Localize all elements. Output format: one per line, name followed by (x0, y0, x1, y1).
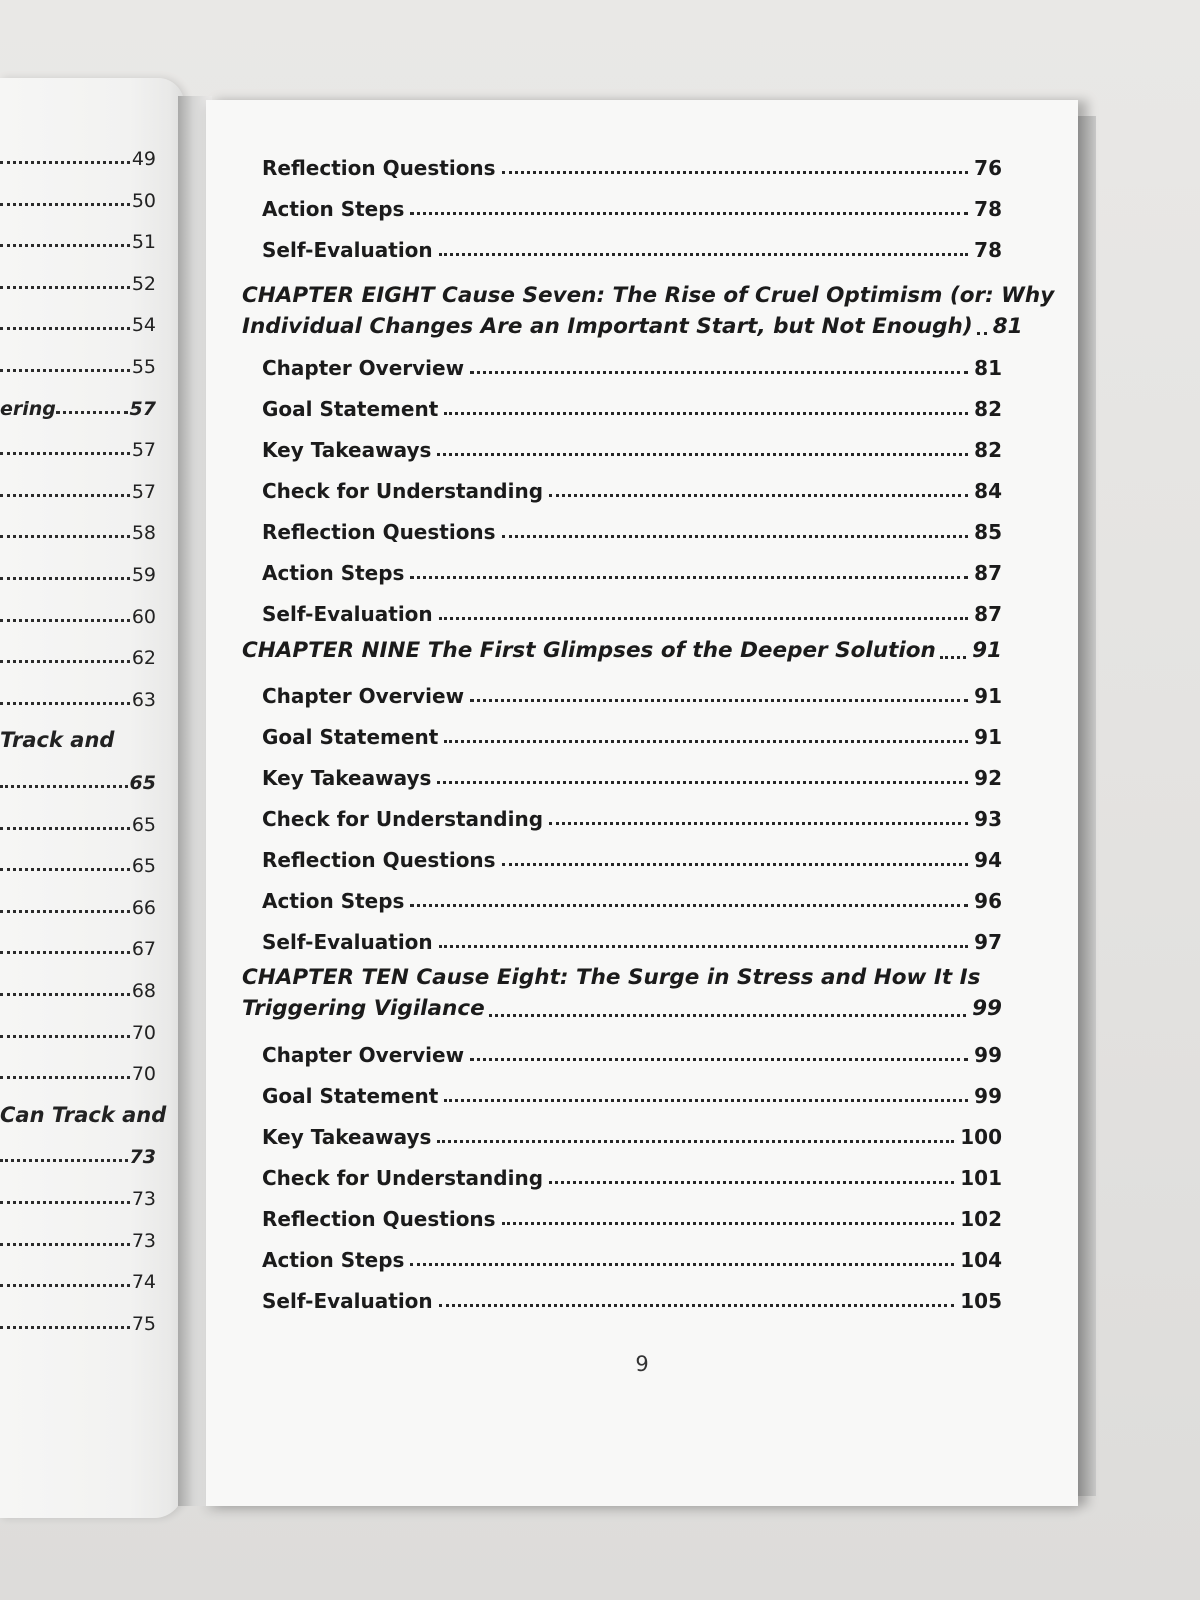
toc-entry[interactable] (262, 1119, 1002, 1149)
toc-entry[interactable] (262, 232, 1002, 262)
left-toc-page: 51 (131, 231, 156, 254)
left-toc-line (0, 1182, 156, 1210)
toc-entry-page: 84 (974, 479, 1002, 503)
left-toc-line (0, 516, 156, 544)
leader-dots (470, 699, 968, 702)
left-toc-line (0, 433, 156, 461)
toc-entry-page: 82 (974, 397, 1002, 421)
toc-entry-title: Check for Understanding (262, 807, 544, 831)
left-toc-line (0, 766, 156, 794)
toc-entry-page: 85 (974, 520, 1002, 544)
leader-dots (0, 369, 130, 372)
toc-entry-title: Goal Statement (262, 397, 439, 421)
leader-dots (940, 656, 966, 659)
leader-dots (977, 332, 987, 335)
leader-dots (0, 1159, 128, 1162)
toc-entry-title: Key Takeaways (262, 1125, 432, 1149)
toc-entry-page: 102 (960, 1207, 1002, 1231)
page-number: 9 (635, 1352, 649, 1376)
left-toc-page: 62 (131, 647, 156, 670)
toc-entry-page: 78 (974, 238, 1002, 262)
left-toc-page: 65 (129, 772, 156, 794)
left-toc-page: 57 (131, 439, 156, 462)
leader-dots (502, 863, 969, 866)
toc-entry-page: 94 (974, 848, 1002, 872)
leader-dots (0, 910, 130, 913)
leader-dots (0, 702, 130, 705)
left-toc-page: 49 (131, 148, 156, 170)
toc-entry-page: 96 (974, 889, 1002, 913)
toc-entry[interactable] (262, 350, 1002, 380)
chapter-page: 81 (992, 314, 1023, 339)
left-toc-page: 65 (131, 813, 156, 836)
left-toc-line (0, 392, 156, 420)
left-toc-page: 57 (129, 397, 156, 420)
leader-dots (444, 1099, 968, 1102)
chapter-heading-eight[interactable] (242, 280, 1055, 342)
leader-dots (502, 535, 969, 538)
toc-entry-page: 100 (960, 1125, 1002, 1149)
leader-dots (0, 286, 130, 289)
leader-dots (549, 822, 968, 825)
left-toc-line (0, 849, 156, 877)
leader-dots (410, 1263, 954, 1266)
leader-dots (410, 576, 968, 579)
left-toc-line (0, 142, 156, 170)
toc-entry[interactable] (262, 924, 1002, 954)
chapter-title-line2: Individual Changes Are an Important Start, but Not Enough) (242, 314, 973, 339)
left-toc-line (0, 558, 156, 586)
left-toc-line (0, 1307, 156, 1335)
left-toc-page: 60 (131, 605, 156, 628)
toc-entry-page: 104 (960, 1248, 1002, 1272)
left-toc-page: 50 (131, 189, 156, 212)
left-toc-line (0, 724, 156, 752)
leader-dots (437, 1140, 954, 1143)
leader-dots (0, 577, 130, 580)
toc-entry[interactable] (262, 678, 1002, 708)
toc-entry[interactable] (262, 432, 1002, 462)
leader-dots (549, 494, 968, 497)
toc-entry[interactable] (262, 1037, 1002, 1067)
left-toc-line (0, 350, 156, 378)
toc-entry-title: Chapter Overview (262, 1043, 465, 1067)
toc-entry-page: 91 (974, 684, 1002, 708)
toc-entry[interactable] (262, 555, 1002, 585)
leader-dots (437, 453, 968, 456)
chapter-title-line1: CHAPTER NINE The First Glimpses of the Deeper Solution (242, 638, 936, 663)
toc-entry-page: 92 (974, 766, 1002, 790)
toc-entry-title: Reflection Questions (262, 1207, 496, 1231)
leader-dots (0, 619, 130, 622)
left-toc-page: 73 (131, 1229, 156, 1252)
leader-dots (470, 1058, 968, 1061)
right-page (206, 100, 1078, 1506)
toc-entry[interactable] (262, 150, 1002, 180)
toc-entry-title: Self-Evaluation (262, 1289, 433, 1313)
toc-entry[interactable] (262, 719, 1002, 749)
toc-entry-title: Check for Understanding (262, 479, 544, 503)
leader-dots (549, 1181, 954, 1184)
leader-dots (437, 781, 968, 784)
toc-entry-title: Action Steps (262, 889, 405, 913)
left-toc-line (0, 308, 156, 336)
left-toc-line (0, 1016, 156, 1044)
toc-entry-title: Goal Statement (262, 1084, 439, 1108)
leader-dots (502, 1222, 955, 1225)
toc-entry-page: 82 (974, 438, 1002, 462)
left-toc-page: 75 (131, 1312, 156, 1335)
left-toc-page: 74 (131, 1271, 156, 1294)
toc-entry-title: Action Steps (262, 1248, 405, 1272)
left-toc-page: 70 (131, 1021, 156, 1044)
left-toc-line (0, 1265, 156, 1293)
toc-entry[interactable] (262, 1160, 1002, 1190)
left-toc-line (0, 641, 156, 669)
leader-dots (0, 785, 128, 788)
toc-entry-page: 99 (974, 1043, 1002, 1067)
left-toc-text: Track and (0, 728, 115, 753)
toc-entry[interactable] (262, 1242, 1002, 1272)
toc-entry-title: Action Steps (262, 197, 405, 221)
left-toc-line (0, 683, 156, 711)
left-toc-page: 70 (131, 1063, 156, 1086)
toc-entry-page: 99 (974, 1084, 1002, 1108)
left-toc-page: 55 (131, 356, 156, 378)
leader-dots (0, 161, 130, 164)
left-toc-line (0, 1140, 156, 1168)
toc-entry[interactable] (262, 1283, 1002, 1313)
left-page (0, 78, 184, 1518)
leader-dots (439, 253, 969, 256)
toc-entry-title: Self-Evaluation (262, 602, 433, 626)
left-toc-line (0, 1057, 156, 1085)
toc-entry-title: Chapter Overview (262, 356, 465, 380)
toc-entry[interactable] (262, 191, 1002, 221)
leader-dots (0, 1035, 130, 1038)
left-toc-line (0, 808, 156, 836)
left-toc-line (0, 225, 156, 253)
left-toc-page: 67 (131, 938, 156, 961)
leader-dots (0, 951, 130, 954)
toc-entry[interactable] (262, 842, 1002, 872)
chapter-title-line1: CHAPTER TEN Cause Eight: The Surge in Stress and How It Is (242, 965, 981, 990)
leader-dots (502, 171, 969, 174)
toc-entry-title: Self-Evaluation (262, 930, 433, 954)
leader-dots (56, 411, 128, 414)
left-toc-line (0, 600, 156, 628)
left-toc-page: 65 (131, 855, 156, 878)
toc-entry-page: 81 (974, 356, 1002, 380)
left-toc-line (0, 1224, 156, 1252)
left-toc-page: 54 (131, 314, 156, 337)
toc-entry-page: 76 (974, 156, 1002, 180)
left-toc-page: 66 (131, 896, 156, 919)
left-toc-page: 68 (131, 980, 156, 1002)
toc-entry-title: Goal Statement (262, 725, 439, 749)
leader-dots (410, 904, 968, 907)
toc-entry[interactable] (262, 473, 1002, 503)
toc-entry-title: Check for Understanding (262, 1166, 544, 1190)
leader-dots (0, 1201, 130, 1204)
left-toc-line (0, 932, 156, 960)
toc-entry[interactable] (262, 801, 1002, 831)
chapter-page: 91 (972, 638, 1002, 663)
left-toc-page: 59 (131, 564, 156, 586)
leader-dots (0, 535, 130, 538)
toc-entry[interactable] (262, 391, 1002, 421)
toc-entry-title: Chapter Overview (262, 684, 465, 708)
leader-dots (444, 412, 968, 415)
toc-entry[interactable] (262, 596, 1002, 626)
leader-dots (0, 452, 130, 455)
left-toc-line (0, 974, 156, 1002)
left-toc-line (0, 1099, 167, 1127)
left-toc-page: 73 (131, 1188, 156, 1210)
leader-dots (0, 993, 130, 996)
left-toc-line (0, 184, 156, 212)
left-toc-page: 52 (131, 272, 156, 295)
leader-dots (410, 212, 968, 215)
left-toc-line (0, 267, 156, 295)
chapter-heading-nine[interactable] (242, 635, 1002, 666)
toc-entry[interactable] (262, 514, 1002, 544)
toc-entry-page: 87 (974, 602, 1002, 626)
toc-entry-page: 105 (960, 1289, 1002, 1313)
toc-entry-page: 87 (974, 561, 1002, 585)
toc-entry[interactable] (262, 1201, 1002, 1231)
left-toc-text: Can Track and (0, 1102, 167, 1127)
toc-entry-page: 91 (974, 725, 1002, 749)
toc-entry-title: Key Takeaways (262, 766, 432, 790)
left-toc-page: 73 (129, 1146, 156, 1169)
left-toc-page: 57 (131, 480, 156, 503)
leader-dots (489, 1014, 966, 1017)
chapter-title-line2: Triggering Vigilance (242, 996, 485, 1021)
left-toc-text: ering (0, 397, 56, 420)
chapter-page: 99 (972, 996, 1002, 1021)
leader-dots (0, 1076, 130, 1079)
toc-entry-title: Key Takeaways (262, 438, 432, 462)
leader-dots (0, 1326, 130, 1329)
chapter-heading-ten[interactable] (242, 962, 1002, 1024)
toc-entry-title: Reflection Questions (262, 156, 496, 180)
leader-dots (439, 945, 969, 948)
toc-entry-title: Action Steps (262, 561, 405, 585)
leader-dots (0, 660, 130, 663)
leader-dots (439, 617, 969, 620)
toc-entry-page: 93 (974, 807, 1002, 831)
toc-entry-title: Reflection Questions (262, 848, 496, 872)
leader-dots (0, 244, 130, 247)
toc-entry-page: 78 (974, 197, 1002, 221)
toc-entry-title: Reflection Questions (262, 520, 496, 544)
leader-dots (470, 371, 968, 374)
leader-dots (0, 868, 130, 871)
chapter-title-line1: CHAPTER EIGHT Cause Seven: The Rise of Cruel Optimism (or: Why (242, 283, 1055, 308)
leader-dots (439, 1304, 955, 1307)
toc-entry[interactable] (262, 883, 1002, 913)
leader-dots (0, 1284, 130, 1287)
leader-dots (0, 494, 130, 497)
leader-dots (0, 327, 130, 330)
toc-entry-page: 97 (974, 930, 1002, 954)
leader-dots (444, 740, 968, 743)
toc-entry[interactable] (262, 1078, 1002, 1108)
toc-entry-title: Self-Evaluation (262, 238, 433, 262)
left-toc-page: 58 (131, 522, 156, 545)
left-toc-line (0, 475, 156, 503)
leader-dots (0, 1243, 130, 1246)
toc-entry-page: 101 (960, 1166, 1002, 1190)
leader-dots (0, 827, 130, 830)
left-toc-line (0, 891, 156, 919)
toc-entry[interactable] (262, 760, 1002, 790)
left-toc-page: 63 (131, 688, 156, 711)
leader-dots (0, 203, 130, 206)
